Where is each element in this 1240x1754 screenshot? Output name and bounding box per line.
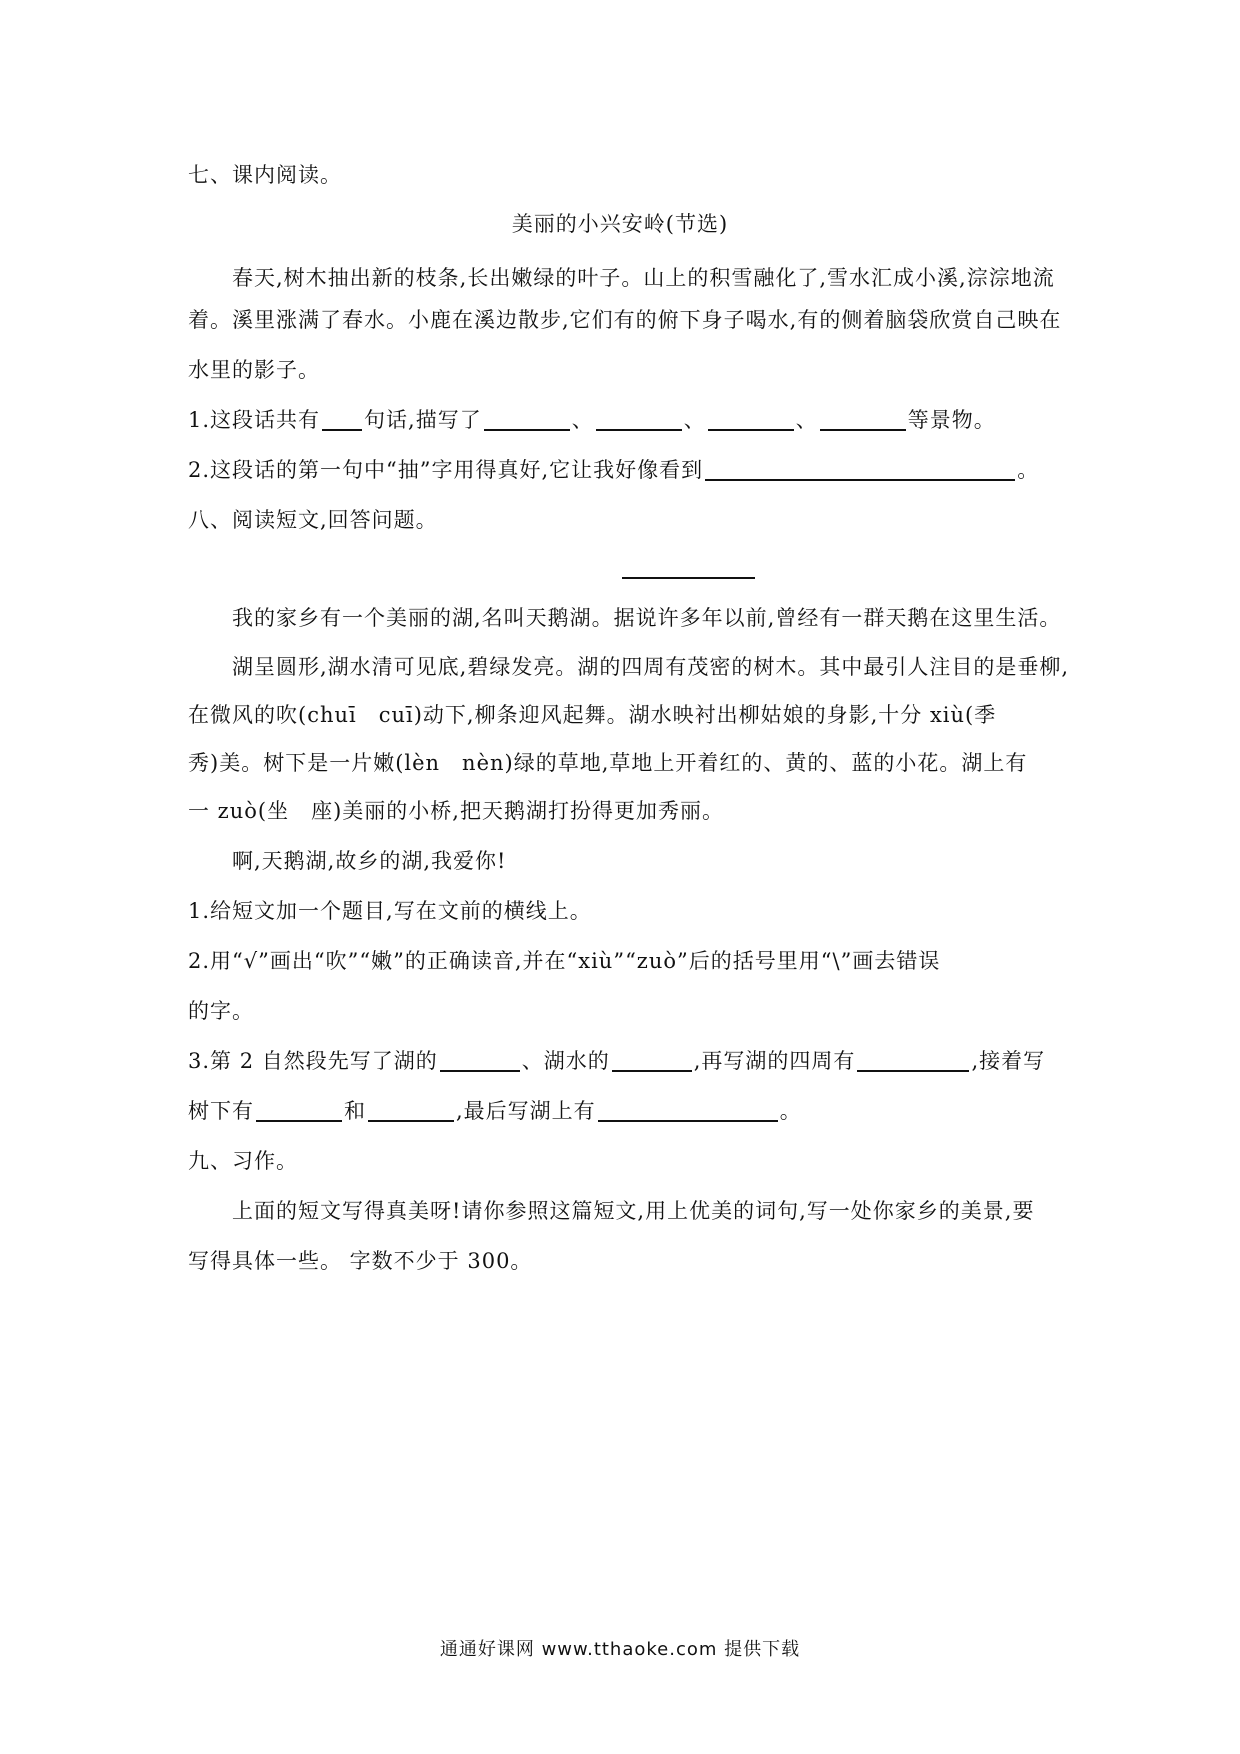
story-para-2-line-1: 湖呈圆形,湖水清可见底,碧绿发亮。湖的四周有茂密的树木。其中最引人注目的是垂柳,: [232, 655, 1070, 679]
title-blank-line[interactable]: [622, 577, 755, 579]
question-8-3-line-2: [188, 1096, 1058, 1126]
q8-3-b: 、湖水的: [521, 1049, 610, 1073]
answer-blank[interactable]: [440, 1048, 520, 1072]
q7-2-suffix: 。: [1017, 458, 1040, 482]
question-8-1: 1.给短文加一个题目,写在文前的横线上。: [188, 899, 592, 923]
question-8-2-line-1: 2.用“√”画出“吹”“嫩”的正确读音,并在“xiù”“zuò”后的括号里用“\”画去错误: [188, 949, 941, 973]
answer-blank[interactable]: [857, 1048, 969, 1072]
q8-3-f: 和: [344, 1099, 366, 1123]
essay-prompt-line-2: 写得具体一些。 字数不少于 300。: [188, 1249, 533, 1273]
question-7-2: [188, 455, 1058, 485]
story-para-2-line-3: 秀)美。树下是一片嫩(lèn nèn)绿的草地,草地上开着红的、黄的、蓝的小花。湖上有: [188, 751, 1028, 775]
section-9-heading: 九、习作。: [188, 1149, 298, 1173]
passage-line-2: 着。溪里涨满了春水。小鹿在溪边散步,它们有的俯下身子喝水,有的侧着脑袋欣赏自己映在: [188, 308, 1062, 332]
answer-blank[interactable]: [598, 1098, 778, 1122]
answer-blank[interactable]: [820, 407, 906, 431]
q8-3-h: 。: [779, 1099, 802, 1123]
q7-1-sep: 、: [683, 408, 706, 432]
question-8-2-line-2: 的字。: [188, 999, 254, 1023]
section-8-heading: 八、阅读短文,回答问题。: [188, 508, 438, 532]
story-para-3: 啊,天鹅湖,故乡的湖,我爱你!: [232, 849, 507, 873]
passage-title: 美丽的小兴安岭(节选): [511, 212, 729, 236]
answer-blank[interactable]: [705, 457, 1015, 481]
section-7-heading: 七、课内阅读。: [188, 163, 342, 187]
question-8-3-line-1: [188, 1046, 1058, 1076]
story-para-1: 我的家乡有一个美丽的湖,名叫天鹅湖。据说许多年以前,曾经有一群天鹅在这里生活。: [232, 606, 1062, 630]
answer-blank[interactable]: [708, 407, 794, 431]
answer-blank[interactable]: [596, 407, 682, 431]
passage-line-3: 水里的影子。: [188, 358, 320, 382]
q7-1-prefix: 1.这段话共有: [188, 408, 321, 432]
q7-1-sep: 、: [571, 408, 594, 432]
story-para-2-line-2: 在微风的吹(chuī cuī)动下,柳条迎风起舞。湖水映衬出柳姑娘的身影,十分 xiù(季: [188, 703, 997, 727]
answer-blank[interactable]: [368, 1098, 454, 1122]
question-7-1: [188, 405, 1058, 435]
q8-3-c: ,再写湖的四周有: [693, 1049, 856, 1073]
answer-blank[interactable]: [322, 407, 362, 431]
q7-1-mid: 句话,描写了: [364, 408, 482, 432]
answer-blank[interactable]: [484, 407, 570, 431]
q8-3-g: ,最后写湖上有: [456, 1099, 596, 1123]
page-footer: 通通好课网 www.tthaoke.com 提供下载: [439, 1639, 801, 1660]
essay-prompt-line-1: 上面的短文写得真美呀!请你参照这篇短文,用上优美的词句,写一处你家乡的美景,要: [232, 1199, 1035, 1223]
q7-1-suffix: 等景物。: [907, 408, 996, 432]
q7-1-sep: 、: [795, 408, 818, 432]
answer-blank[interactable]: [256, 1098, 342, 1122]
q7-2-prefix: 2.这段话的第一句中“抽”字用得真好,它让我好像看到: [188, 458, 704, 482]
passage-line-1: 春天,树木抽出新的枝条,长出嫩绿的叶子。山上的积雪融化了,雪水汇成小溪,淙淙地流: [232, 266, 1055, 290]
story-para-2-line-4: 一 zuò(坐 座)美丽的小桥,把天鹅湖打扮得更加秀丽。: [188, 799, 724, 823]
q8-3-a: 3.第 2 自然段先写了湖的: [188, 1049, 438, 1073]
q8-3-d: ,接着写: [971, 1049, 1046, 1073]
answer-blank[interactable]: [612, 1048, 692, 1072]
q8-3-e: 树下有: [188, 1099, 254, 1123]
